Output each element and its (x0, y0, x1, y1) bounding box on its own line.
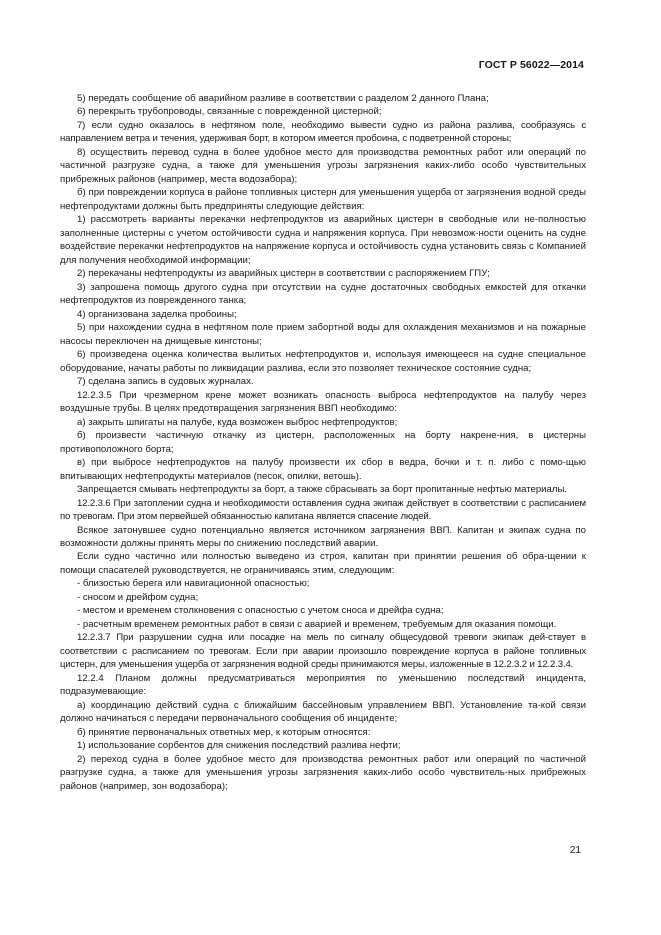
paragraph: 12.2.3.5 При чрезмерном крене может возникать опасность выброса нефтепродуктов на палубу через воздушные трубы. В целях предотвращения загрязнения ВВП необходимо: (60, 389, 586, 415)
paragraph: 7) сделана запись в судовых журналах. (77, 376, 254, 388)
paragraph: Всякое затонувшее судно потенциально является источником загрязнения ВВП. Капитан и экипаж судна по возможности должны принять меры по снижению последствий аварии. (60, 524, 586, 549)
page-number: 21 (569, 845, 581, 856)
paragraph: 2) перекачаны нефтепродукты из аварийных цистерн в соответствии с распоряжением ГПУ; (77, 268, 490, 280)
paragraph: 6) перекрыть трубопроводы, связанные с поврежденной цистерной; (77, 106, 382, 118)
paragraph: 2) переход судна в более удобное место для производства ремонтных работ или операций по частичной разгрузке судна, а также для уменьшения угрозы загрязнения каких-либо особо чувствитель-ных прибрежных районов (например, зон водозабора); (60, 753, 586, 792)
list-item: - близостью берега или навигационной опасностью; (77, 578, 310, 590)
paragraph: в) при выбросе нефтепродуктов на палубу произвести их сбор в ведра, бочки и т. п. либо с помо-щью впитывающих нефтепродукты материалов (песок, опилки, ветошь). (60, 457, 586, 482)
paragraph: б) при повреждении корпуса в районе топливных цистерн для уменьшения ущерба от загрязнения водной среды нефтепродуктами должны быть предприняты следующие действия: (60, 187, 586, 212)
list-item: - сносом и дрейфом судна; (77, 591, 199, 603)
paragraph: Запрещается смывать нефтепродукты за борт, а также сбрасывать за борт пропитанные нефтью материалы. (77, 484, 568, 496)
paragraph: 5) передать сообщение об аварийном разливе в соответствии с разделом 2 данного Плана; (77, 93, 489, 104)
paragraph: 8) осуществить перевод судна в более удобное место для производства ремонтных работ или операций по частичной разгрузке судна, а также для уменьшения угрозы загрязнения каких-либо особо чувствительных прибрежных районов (например, места водозабора); (60, 146, 586, 185)
paragraph: а) координацию действий судна с ближайшим бассейновым управлением ВВП. Установление та-кой связи должно начинаться с передачи первоначального сообщения об инциденте; (60, 699, 586, 725)
list-item: - расчетным временем ремонтных работ в связи с аварией и временем, требуемым для оказания помощи. (77, 618, 557, 630)
paragraph: а) закрыть шпигаты на палубе, куда возможен выброс нефтепродуктов; (77, 416, 398, 428)
paragraph: 1) использование сорбентов для снижения последствий разлива нефти; (77, 740, 401, 752)
body-text (60, 92, 586, 793)
paragraph: б) произвести частичную откачку из цистерн, расположенных на борту накрене-ния, в цистерны противоположного борта; (60, 430, 586, 455)
paragraph: 3) запрошена помощь другого судна при отсутствии на судне достаточных свободных емкостей для откачки нефтепродуктов из поврежденного танка; (60, 281, 586, 307)
paragraph: Если судно частично или полностью выведено из строя, капитан при принятии решения об обра-щении к помощи спасателей руководствуется, не ограничиваясь этим, следующим: (60, 551, 586, 576)
paragraph: 4) организована заделка пробоины; (77, 308, 237, 320)
paragraph: 5) при нахождении судна в нефтяном поле прием забортной воды для охлаждения механизмов и на пожарные насосы переключен на днищевые кингстоны; (60, 322, 586, 347)
paragraph: 12.2.4 Планом должны предусматриваться мероприятия по уменьшению последствий инцидента, подразумевающие: (60, 672, 586, 698)
paragraph: б) принятие первоначальных ответных мер, к которым относятся: (77, 726, 371, 738)
standard-designation: ГОСТ Р 56022—2014 (478, 59, 584, 71)
paragraph: 1) рассмотреть варианты перекачки нефтепродуктов из аварийных цистерн в свободные или не-полностью заполненные цистерны с учетом остойчивости судна и напряжения корпуса. При невозмож-ности оценить на судне воздействие перекачки нефтепродуктов на напряжение корпуса и остойчивость судна установить связь с Компанией для получения необходимой информации; (60, 214, 586, 266)
list-item: - местом и временем столкновения с опасностью с учетом сноса и дрейфа судна; (77, 605, 444, 617)
paragraph: 12.2.3.6 При затоплении судна и необходимости оставления судна экипаж действует в соответствии с расписанием по тревогам. При этом первейшей обязанностью капитана является спасение людей. (60, 497, 586, 523)
paragraph: 6) произведена оценка количества вылитых нефтепродуктов и, используя имеющееся на судне специальное оборудование, начаты работы по ликвидации разлива, если это позволяет техническое состояние судна; (60, 349, 586, 374)
paragraph: 7) если судно оказалось в нефтяном поле, необходимо вывести судно из района разлива, сообразуясь с направлением ветра и течения, удерживая борт, в котором имеется пробоина, с подветренной стороны; (60, 119, 586, 145)
paragraph: 12.2.3.7 При разрушении судна или посадке на мель по сигналу общесудовой тревоги экипаж дей-ствует в соответствии с расписанием по тревогам. Если при аварии произошло повреждение корпуса в районе топливных цистерн, для уменьшения ущерба от загрязнения водной среды принимаются меры, изложенные в 12.2.3.2 и 12.2.3.4. (60, 632, 586, 671)
